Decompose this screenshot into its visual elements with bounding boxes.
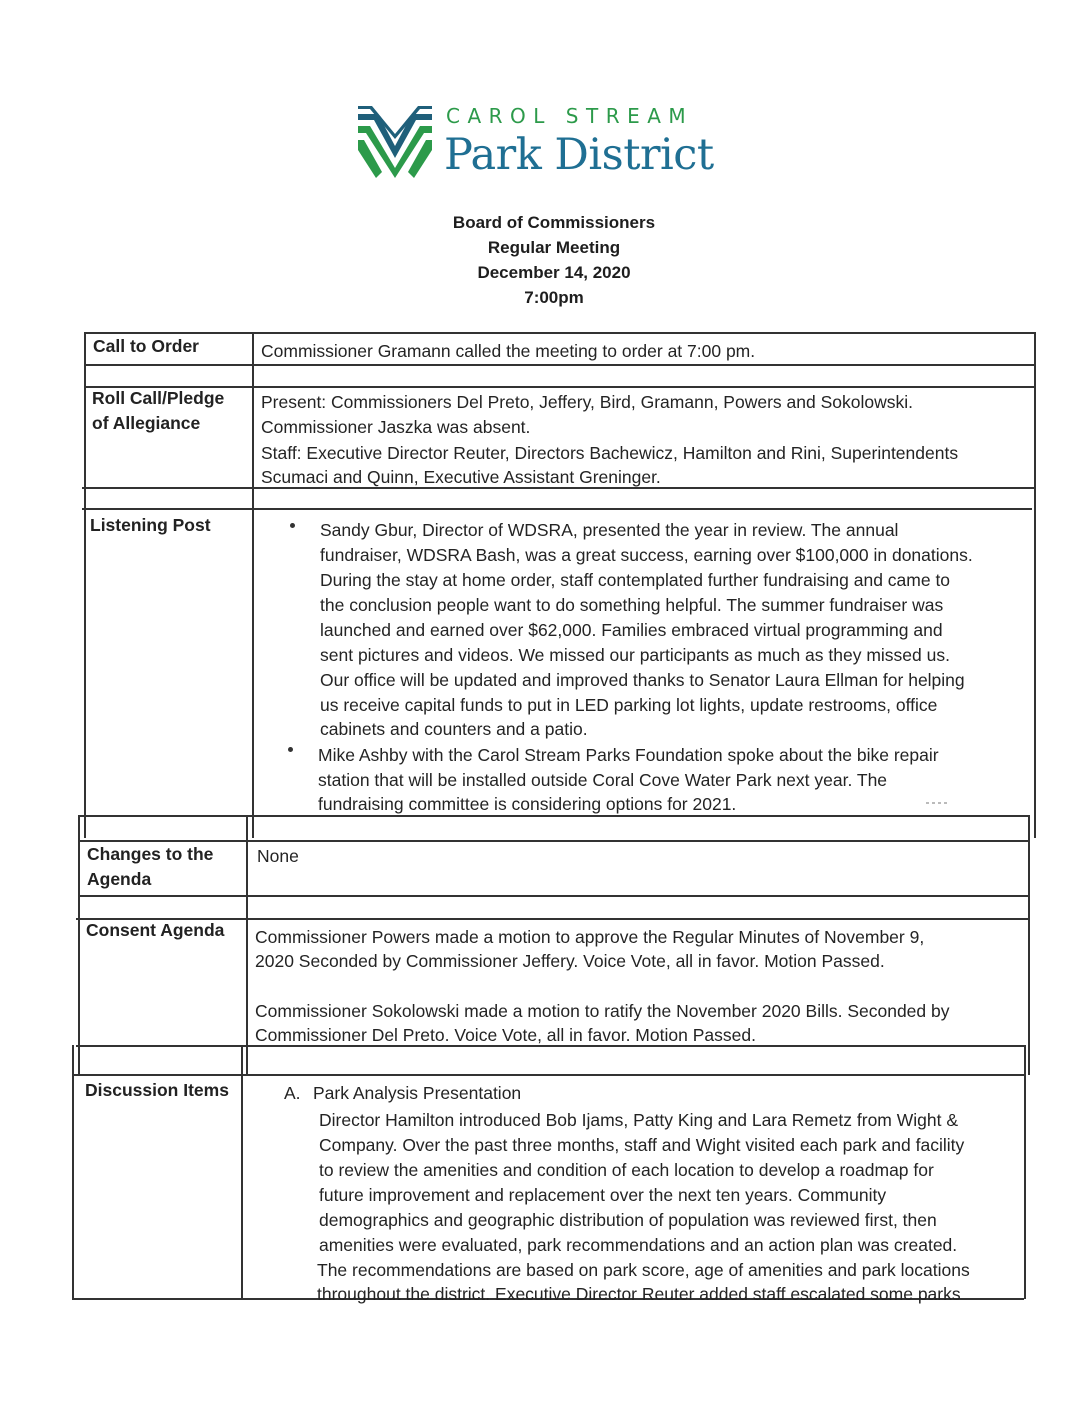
row-label-roll-call-2: of Allegiance — [92, 413, 201, 433]
consent-line: Commissioner Sokolowski made a motion to ratify the November 2020 Bills. Seconded by — [255, 1001, 950, 1021]
discussion-item-marker: A. — [284, 1083, 301, 1103]
changes-text: None — [257, 846, 299, 866]
table-rule — [84, 332, 1036, 334]
header-time: 7:00pm — [524, 288, 584, 307]
table-rule — [1024, 1045, 1026, 1299]
listening-post-line: Our office will be updated and improved thanks to Senator Laura Ellman for helping — [320, 670, 965, 690]
row-label-roll-call: Roll Call/Pledge — [92, 388, 225, 408]
table-rule — [84, 332, 86, 838]
table-rule — [241, 1045, 243, 1299]
park-district-logo — [358, 104, 758, 182]
bullet-icon — [290, 523, 295, 528]
listening-post-line: the conclusion people want to do something helpful. The summer fundraiser was — [320, 595, 944, 615]
row-label-discussion: Discussion Items — [85, 1080, 229, 1100]
table-rule — [78, 840, 1028, 842]
table-rule — [72, 1045, 74, 1299]
discussion-line: demographics and geographic distribution of population was reviewed first, then — [319, 1210, 937, 1230]
listening-post-line: sent pictures and videos. We missed our participants as much as they missed us. — [320, 645, 950, 665]
consent-line: 2020 Seconded by Commissioner Jeffery. Voice Vote, all in favor. Motion Passed. — [255, 951, 885, 971]
call-to-order-text: Commissioner Gramann called the meeting to order at 7:00 pm. — [261, 341, 756, 361]
listening-post-line: During the stay at home order, staff contemplated further fundraising and came to — [320, 570, 951, 590]
listening-post-line: station that will be installed outside Coral Cove Water Park next year. The — [318, 770, 888, 790]
roll-call-line: Commissioner Jaszka was absent. — [261, 417, 531, 437]
listening-post-line: Sandy Gbur, Director of WDSRA, presented the year in review. The annual — [320, 520, 899, 540]
discussion-item-title: Park Analysis Presentation — [313, 1083, 522, 1103]
listening-post-line: fundraiser, WDSRA Bash, was a great success, earning over $100,000 in donations. — [320, 545, 973, 565]
row-label-listening-post: Listening Post — [90, 515, 211, 535]
table-rule — [252, 332, 254, 838]
header-board: Board of Commissioners — [452, 213, 656, 232]
listening-post-line: Mike Ashby with the Carol Stream Parks Foundation spoke about the bike repair — [318, 745, 939, 765]
table-rule — [1028, 815, 1030, 1075]
bullet-icon — [288, 747, 293, 752]
logo-top-text: CAROL STREAM — [446, 104, 694, 128]
listening-post-line: cabinets and counters and a patio. — [320, 719, 588, 739]
table-rule — [74, 1074, 1026, 1076]
table-rule — [84, 386, 1036, 388]
discussion-line: Director Hamilton introduced Bob Ijams, Patty King and Lara Remetz from Wight & — [319, 1110, 959, 1130]
discussion-line: future improvement and replacement over the next ten years. Community — [319, 1185, 887, 1205]
discussion-line: to review the amenities and condition of each location to develop a roadmap for — [319, 1160, 934, 1180]
logo-main-text: Park District — [444, 130, 714, 180]
meeting-header — [0, 210, 1088, 310]
consent-line: Commissioner Del Preto. Voice Vote, all in favor. Motion Passed. — [255, 1025, 756, 1045]
discussion-line: The recommendations are based on park score, age of amenities and park locations — [317, 1260, 970, 1280]
consent-line: Commissioner Powers made a motion to approve the Regular Minutes of November 9, — [255, 927, 925, 947]
discussion-line: amenities were evaluated, park recommendations and an action plan was created. — [319, 1235, 958, 1255]
discussion-line: Company. Over the past three months, staff and Wight visited each park and facility — [319, 1135, 965, 1155]
leaf-logo-icon — [358, 106, 432, 178]
discussion-line: throughout the district. Executive Director Reuter added staff escalated some parks — [317, 1284, 961, 1304]
table-rule — [78, 895, 1028, 897]
row-label-changes: Changes to the — [87, 844, 214, 864]
row-label-call-to-order: Call to Order — [93, 336, 199, 356]
table-rule — [246, 815, 248, 1075]
table-rule — [78, 815, 80, 1075]
listening-post-line: fundraising committee is considering options for 2021. — [318, 794, 737, 814]
table-rule — [1034, 332, 1036, 838]
row-label-consent: Consent Agenda — [86, 920, 225, 940]
listening-post-line: us receive capital funds to put in LED parking lot lights, update restrooms, office — [320, 695, 938, 715]
header-date: December 14, 2020 — [477, 263, 631, 282]
roll-call-line: Scumaci and Quinn, Executive Assistant Greninger. — [261, 467, 661, 487]
table-rule — [82, 508, 1032, 510]
roll-call-line: Present: Commissioners Del Preto, Jeffery, Bird, Gramann, Powers and Sokolowski. — [261, 392, 913, 412]
listening-post-line: launched and earned over $62,000. Families embraced virtual programming and — [320, 620, 943, 640]
table-rule — [84, 364, 1036, 366]
row-label-changes-2: Agenda — [87, 869, 152, 889]
roll-call-line: Staff: Executive Director Reuter, Directors Bachewicz, Hamilton and Rini, Superintendents — [261, 443, 959, 463]
header-meeting-type: Regular Meeting — [487, 238, 621, 257]
